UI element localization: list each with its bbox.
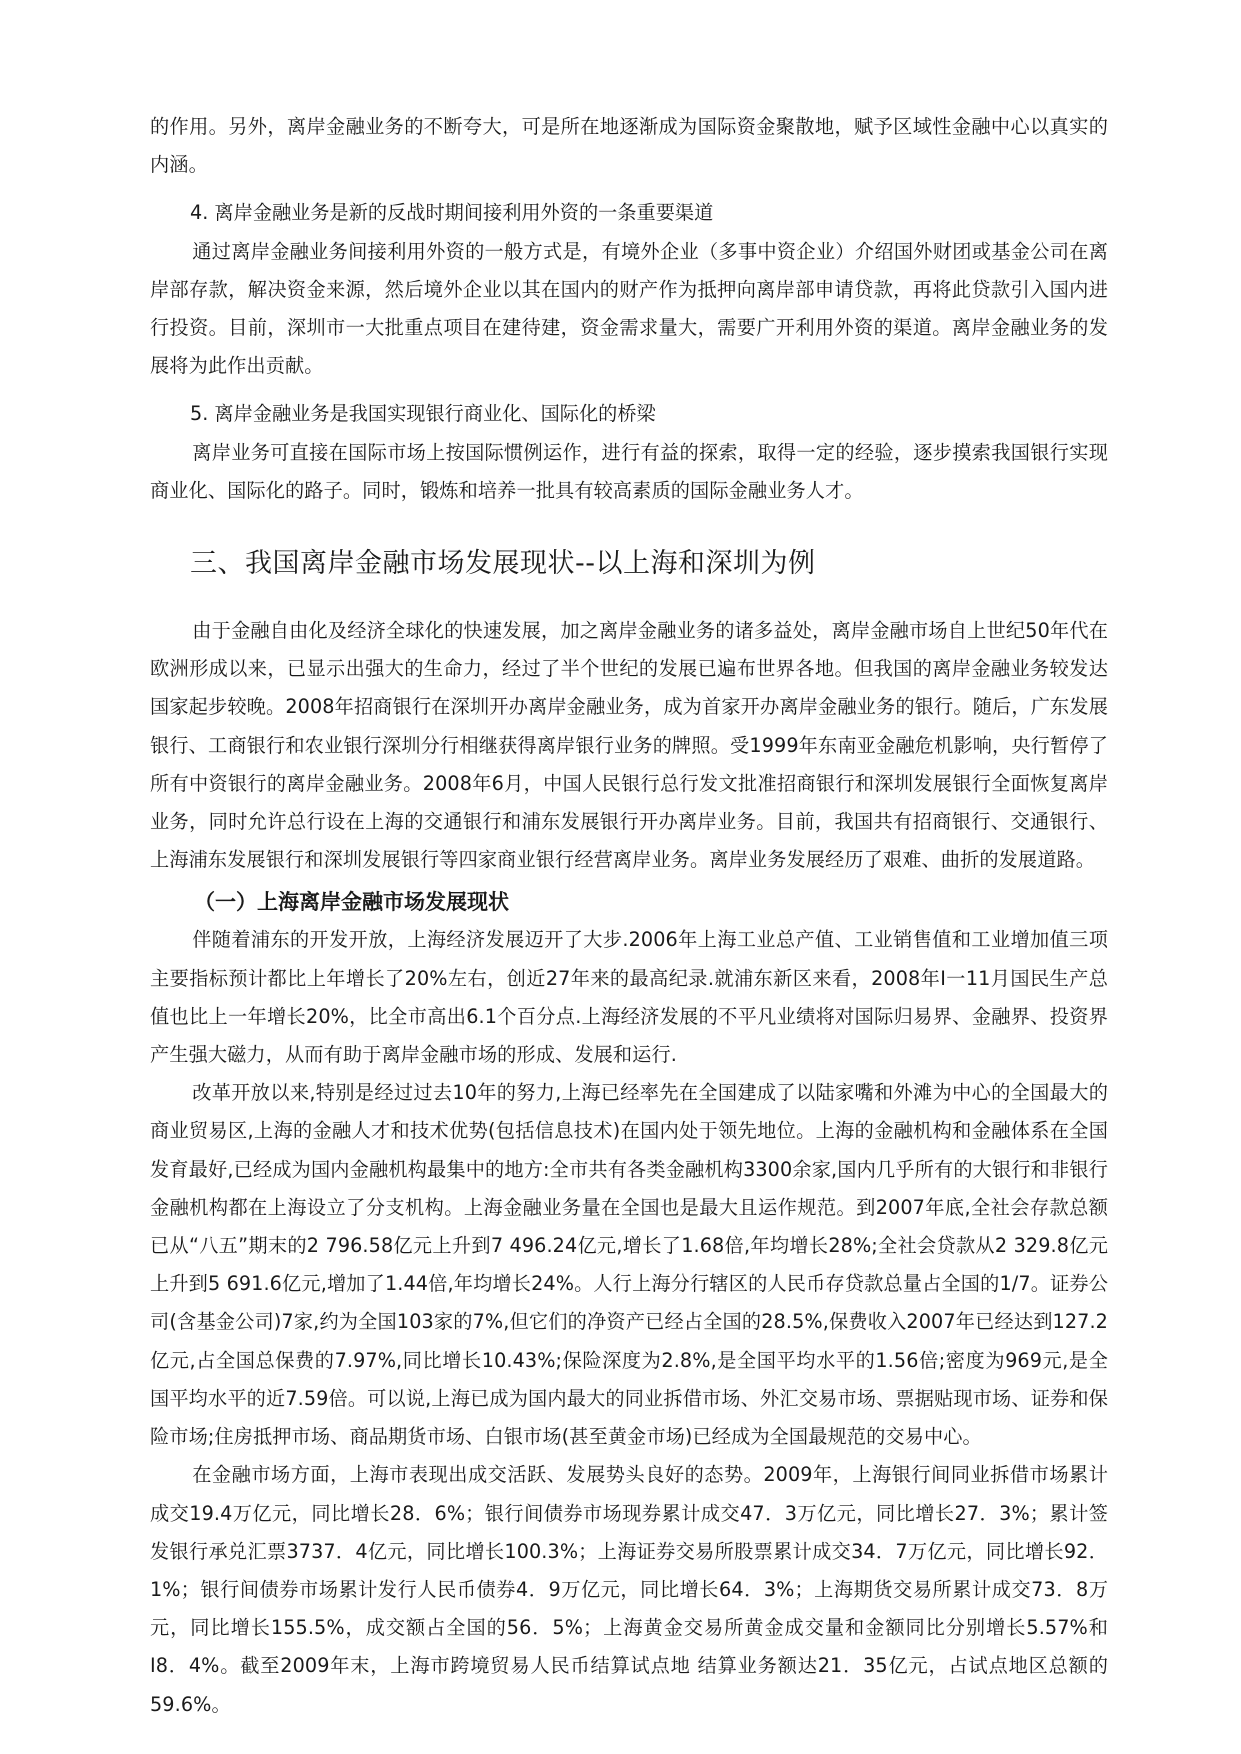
section-title: 三、我国离岸金融市场发展现状--以上海和深圳为例 (190, 548, 816, 580)
document-page (150, 108, 1108, 1724)
paragraph: 在金融市场方面，上海市表现出成交活跃、发展势头良好的态势。2009年，上海银行间同业拆借市场累计成交19.4万亿元，同比增长28．6%；银行间债券市场现券累计成交47．3万亿元，同比增长27．3%；累计签发银行承兑汇票3737．4亿元，同比增长100.3%；上海证券交易所股票累计成交34．7万亿元，同比增长92．1%；银行间债券市场累计发行人民币债券4．9万亿元，同比增长64．3%；上海期货交易所累计成交73．8万元，同比增长155.5%，成交额占全国的56．5%；上海黄金交易所黄金成交量和金额同比分别增长5.57%和I8．4%。截至2009年末，上海市跨境贸易人民币结算试点地 结算业务额达21．35亿元，占试点地区总额的59.6%。 (150, 1463, 1108, 1716)
paragraph: 离岸业务可直接在国际市场上按国际惯例运作，进行有益的探索，取得一定的经验，逐步摸索我国银行实现商业化、国际化的路子。同时，锻炼和培养一批具有较高素质的国际金融业务人才。 (150, 440, 1108, 502)
paragraph: 通过离岸金融业务间接利用外资的一般方式是，有境外企业（多事中资企业）介绍国外财团或基金公司在离岸部存款，解决资金来源，然后境外企业以其在国内的财产作为抵押向离岸部申请贷款，再将此贷款引入国内进行投资。目前，深圳市一大批重点项目在建待建，资金需求量大，需要广开利用外资的渠道。离岸金融业务的发展将为此作出贡献。 (150, 239, 1108, 378)
paragraph: 伴随着浦东的开发开放，上海经济发展迈开了大步.2006年上海工业总产值、工业销售值和工业增加值三项主要指标预计都比上年增长了20%左右，创近27年来的最高纪录.就浦东新区来看，2008年I一11月国民生产总值也比上一年增长20%，比全市高出6.1个百分点.上海经济发展的不平凡业绩将对国际归易界、金融界、投资界产生强大磁力，从而有助于离岸金融市场的形成、发展和运行. (150, 928, 1108, 1067)
subsection-title: （一）上海离岸金融市场发展现状 (194, 890, 509, 915)
list-heading: 5. 离岸金融业务是我国实现银行商业化、国际化的桥梁 (190, 402, 656, 426)
paragraph: 改革开放以来,特别是经过过去10年的努力,上海已经率先在全国建成了以陆家嘴和外滩为中心的全国最大的商业贸易区,上海的金融人才和技术优势(包括信息技术)在国内处于领先地位。上海的金融机构和金融体系在全国发育最好,已经成为国内金融机构最集中的地方:全市共有各类金融机构3300余家,国内几乎所有的大银行和非银行金融机构都在上海设立了分支机构。上海金融业务量在全国也是最大且运作规范。到2007年底,全社会存款总额已从“八五”期末的2 796.58亿元上升到7 496.24亿元,增长了1.68倍,年均增长28%;全社会贷款从2 329.8亿元上升到5 691.6亿元,增加了1.44倍,年均增长24%。人行上海分行辖区的人民币存贷款总量占全国的1/7。证券公司(含基金公司)7家,约为全国103家的7%,但它们的净资产已经占全国的28.5%,保费收入2007年已经达到127.2亿元,占全国总保费的7.97%,同比增长10.43%;保险深度为2.8%,是全国平均水平的1.56倍;密度为969元,是全国平均水平的近7.59倍。可以说,上海已成为国内最大的同业拆借市场、外汇交易市场、票据贴现市场、证券和保险市场;住房抵押市场、商品期货市场、白银市场(甚至黄金市场)已经成为全国最规范的交易中心。 (150, 1081, 1108, 1449)
paragraph: 由于金融自由化及经济全球化的快速发展，加之离岸金融业务的诸多益处，离岸金融市场自上世纪50年代在欧洲形成以来，已显示出强大的生命力，经过了半个世纪的发展已遍布世界各地。但我国的离岸金融业务较发达国家起步较晚。2008年招商银行在深圳开办离岸金融业务，成为首家开办离岸金融业务的银行。随后，广东发展银行、工商银行和农业银行深圳分行相继获得离岸银行业务的牌照。受1999年东南亚金融危机影响，央行暂停了所有中资银行的离岸金融业务。2008年6月，中国人民银行总行发文批准招商银行和深圳发展银行全面恢复离岸业务，同时允许总行设在上海的交通银行和浦东发展银行开办离岸业务。目前，我国共有招商银行、交通银行、上海浦东发展银行和深圳发展银行等四家商业银行经营离岸业务。离岸业务发展经历了艰难、曲折的发展道路。 (150, 619, 1108, 872)
paragraph: 的作用。另外，离岸金融业务的不断夸大，可是所在地逐渐成为国际资金聚散地，赋予区域性金融中心以真实的内涵。 (150, 115, 1108, 177)
list-heading: 4. 离岸金融业务是新的反战时期间接利用外资的一条重要渠道 (190, 201, 714, 225)
